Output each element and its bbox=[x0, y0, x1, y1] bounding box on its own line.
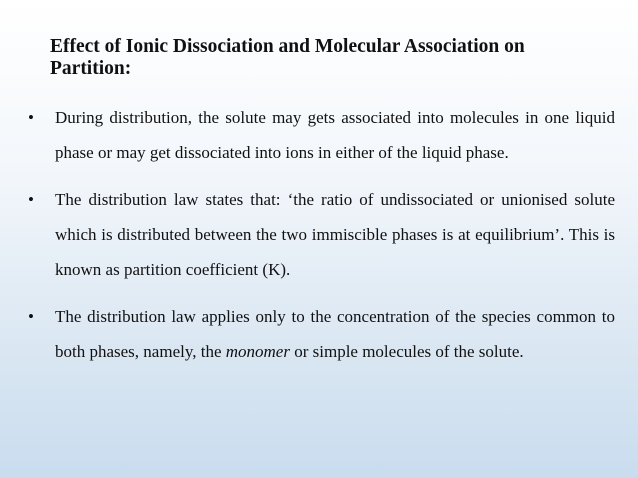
bullet-icon: • bbox=[28, 190, 34, 209]
bullet-item-distribution-law bbox=[27, 182, 615, 287]
bullet-item-dissociation bbox=[27, 100, 615, 170]
bullet-text: During distribution, the solute may gets associated into molecules in one liquid phase or may get dissociated into ions in either of the liquid phase. bbox=[55, 108, 615, 162]
bullet-text bbox=[55, 307, 615, 361]
bullet-item-monomer bbox=[27, 299, 615, 369]
bullet-icon: • bbox=[28, 307, 34, 326]
bullet-text-after: or simple molecules of the solute. bbox=[289, 342, 524, 361]
bullet-text: The distribution law states that: ‘the ratio of undissociated or unionised solute which is distributed between the two immiscible phases is at equilibrium’. This is known as partition coefficient (K). bbox=[55, 190, 615, 279]
bullet-list bbox=[27, 100, 615, 381]
bullet-text-emphasis: monomer bbox=[225, 342, 290, 361]
bullet-icon: • bbox=[28, 108, 34, 127]
bullet-text-before: The distribution law applies only to the concentration of the species common to both phases, namely, the bbox=[55, 307, 615, 361]
slide-title: Effect of Ionic Dissociation and Molecular Association on Partition: bbox=[50, 36, 525, 79]
